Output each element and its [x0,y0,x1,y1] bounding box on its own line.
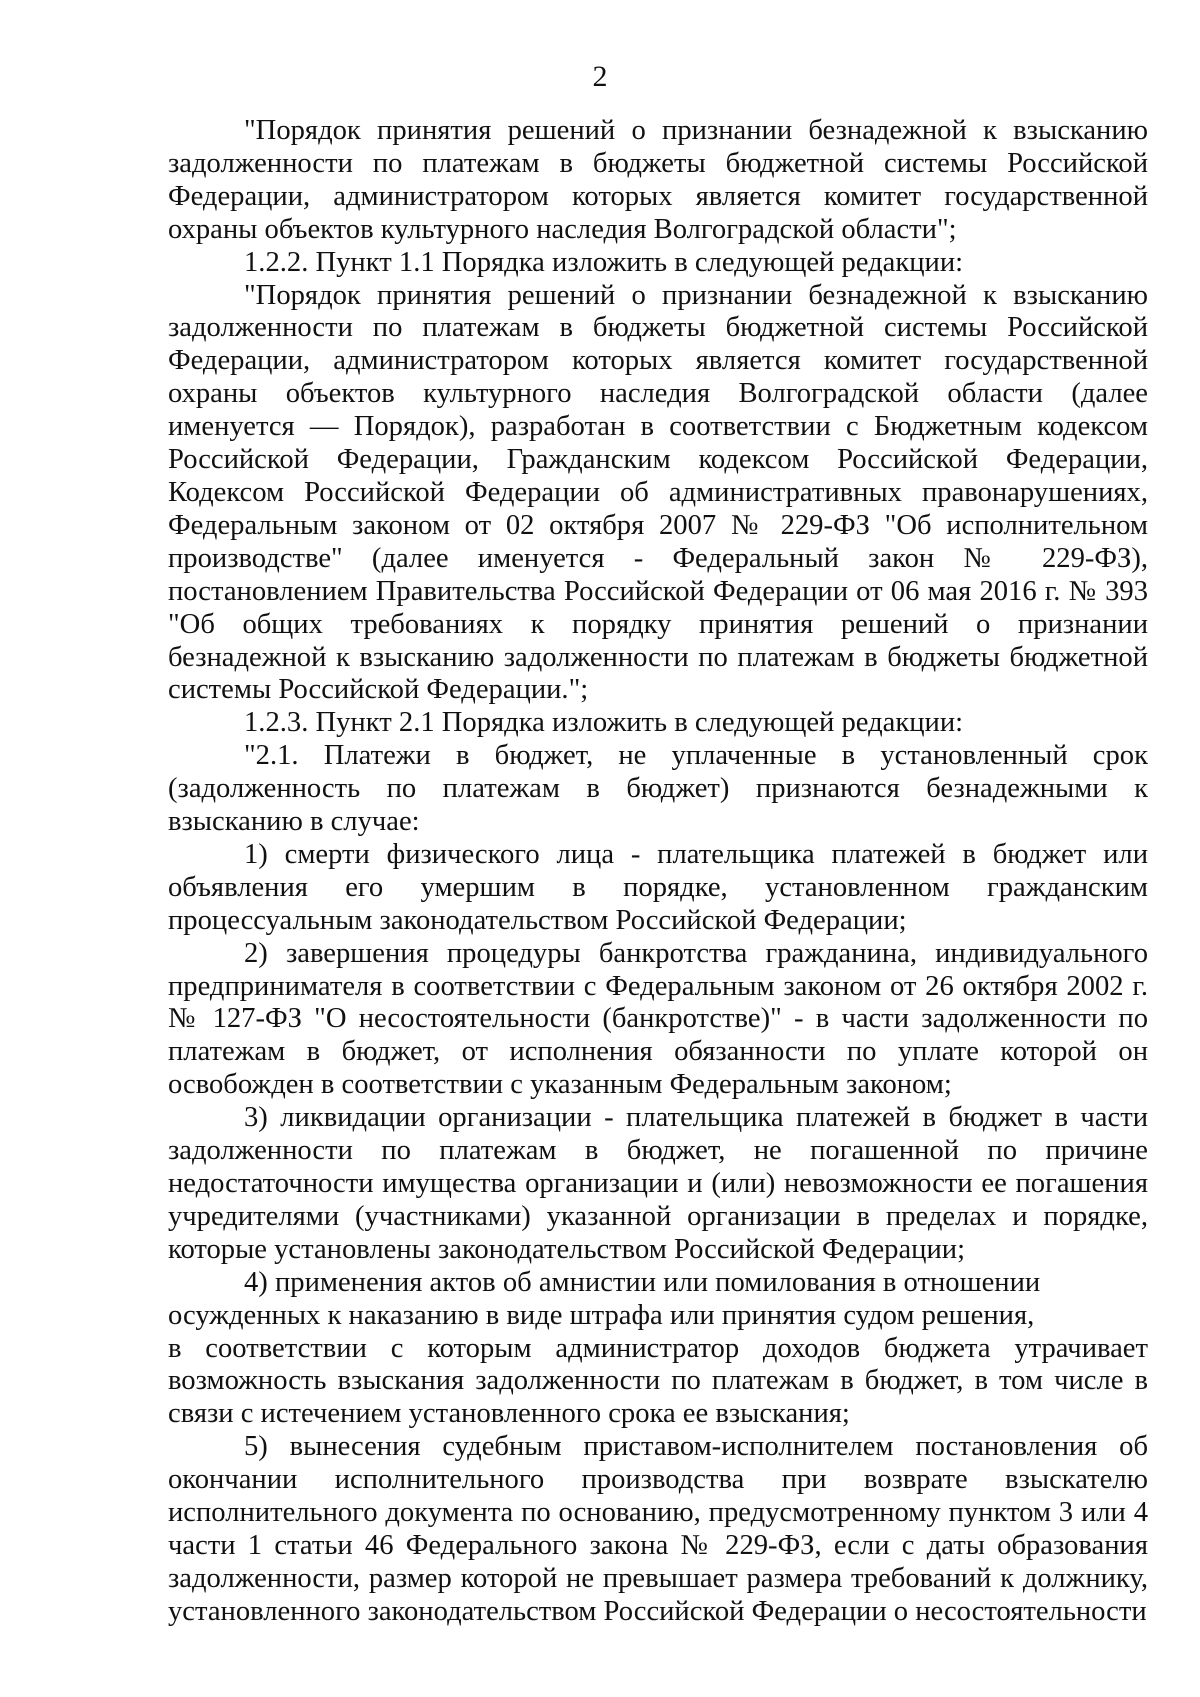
list-item-3: 3) ликвидации организации - плательщика платежей в бюджет в части задолженности по платежам в бюджет, не погашенной по причине недостаточности имущества организации и (или) невозможности ее погашения учредителями (участниками) указанной организации в пределах и порядке, которые установлены законодательством Российской Федерации; [168,1102,1148,1265]
list-item-4: 4) применения актов об амнистии или помилования в отношении осужденных к наказанию в виде штрафа или принятия судом решения, [168,1266,1041,1331]
page-number: 2 [592,60,608,93]
list-item-2: 2) завершения процедуры банкротства гражданина, индивидуального предпринимателя в соответствии с Федеральным законом от 26 октября 2002 г. № 127-ФЗ "О несостоятельности (банкротстве)" - в части задолженности по платежам в бюджет, от исполнения обязанности по уплате которой он освобожден в соответствии с указанным Федеральным законом; [168,937,1148,1101]
paragraph-1-2-2: 1.2.2. Пункт 1.1 Порядка изложить в следующей редакции: [244,246,964,278]
document-body [168,115,1148,1629]
list-item-5: 5) вынесения судебным приставом-исполнителем постановления об окончании исполнительного производства при возврате взыскателю исполнительного документа по основанию, предусмотренному пунктом 3 или 4 части 1 статьи 46 Федерального закона № 229-ФЗ, если с даты образования задолженности, размер которой не превышает размера требований к должнику, установленного законодательством Российской Федерации о несостоятельности [168,1431,1148,1627]
paragraph-2-1: "2.1. Платежи в бюджет, не уплаченные в установленный срок (задолженность по платежам в бюджет) признаются безнадежными к взысканию в случае: [168,740,1148,838]
list-item-1: 1) смерти физического лица - плательщика платежей в бюджет или объявления его умершим в порядке, установленном гражданским процессуальным законодательством Российской Федерации; [168,838,1148,936]
paragraph-order-1-1: "Порядок принятия решений о признании безнадежной к взысканию задолженности по платежам в бюджеты бюджетной системы Российской Федерации, администратором которых является комитет государственной охраны объектов культурного наследия Волгоградской области (далее именуется — Порядок), разработан в соответствии с Бюджетным кодексом Российской Федерации, Гражданским кодексом Российской Федерации, Кодексом Российской Федерации об административных правонарушениях, Федеральным законом от 02 октября 2007 № 229-ФЗ "Об исполнительном производстве" (далее именуется - Федеральный закон № 229-ФЗ), постановлением Правительства Российской Федерации от 06 мая 2016 г. № 393 "Об общих требованиях к порядку принятия решений о признании безнадежной к взысканию задолженности по платежам в бюджеты бюджетной системы Российской Федерации."; [168,279,1148,706]
paragraph-order-title: "Порядок принятия решений о признании безнадежной к взысканию задолженности по платежам в бюджеты бюджетной системы Российской Федерации, администратором которых является комитет государственной охраны объектов культурного наследия Волгоградской области"; [168,115,1148,245]
paragraph-1-2-3: 1.2.3. Пункт 2.1 Порядка изложить в следующей редакции: [244,707,964,739]
list-item-4-continuation: в соответствии с которым администратор доходов бюджета утрачивает возможность взыскания задолженности по платежам в бюджет, в том числе в связи с истечением установленного срока ее взыскания; [168,1332,1148,1430]
